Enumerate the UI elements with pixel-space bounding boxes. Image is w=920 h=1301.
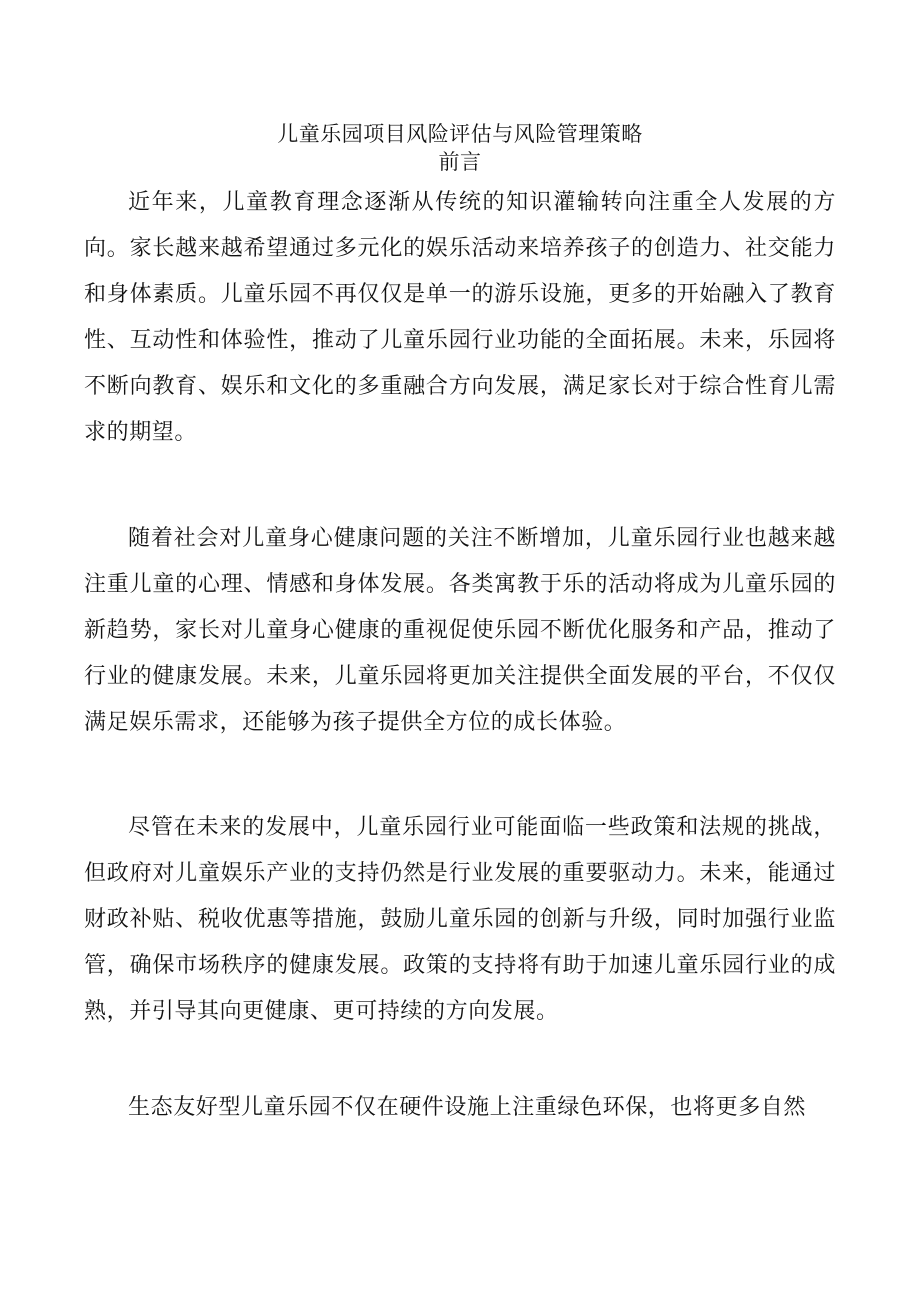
paragraph: 近年来，儿童教育理念逐渐从传统的知识灌输转向注重全人发展的方向。家长越来越希望通过多元化的娱乐活动来培养孩子的创造力、社交能力和身体素质。儿童乐园不再仅仅是单一的游乐设施，更多的开始融入了教育性、互动性和体验性，推动了儿童乐园行业功能的全面拓展。未来，乐园将不断向教育、娱乐和文化的多重融合方向发展，满足家长对于综合性育儿需求的期望。	[84, 190, 836, 445]
paragraph: 生态友好型儿童乐园不仅在硬件设施上注重绿色环保，也将更多自然	[128, 1095, 807, 1120]
paragraph: 随着社会对儿童身心健康问题的关注不断增加，儿童乐园行业也越来越注重儿童的心理、情感和身体发展。各类寓教于乐的活动将成为儿童乐园的新趋势，家长对儿童身心健康的重视促使乐园不断优化服务和产品，推动了行业的健康发展。未来，儿童乐园将更加关注提供全面发展的平台，不仅仅满足娱乐需求，还能够为孩子提供全方位的成长体验。	[84, 526, 836, 735]
section-heading: 前言	[438, 150, 482, 174]
document-body	[84, 0, 836, 1301]
paragraph: 尽管在未来的发展中，儿童乐园行业可能面临一些政策和法规的挑战，但政府对儿童娱乐产业的支持仍然是行业发展的重要驱动力。未来，能通过财政补贴、税收优惠等措施，鼓励儿童乐园的创新与升级，同时加强行业监管，确保市场秩序的健康发展。政策的支持将有助于加速儿童乐园行业的成熟，并引导其向更健康、更可持续的方向发展。	[84, 815, 836, 1024]
document-title: 儿童乐园项目风险评估与风险管理策略	[277, 122, 643, 146]
